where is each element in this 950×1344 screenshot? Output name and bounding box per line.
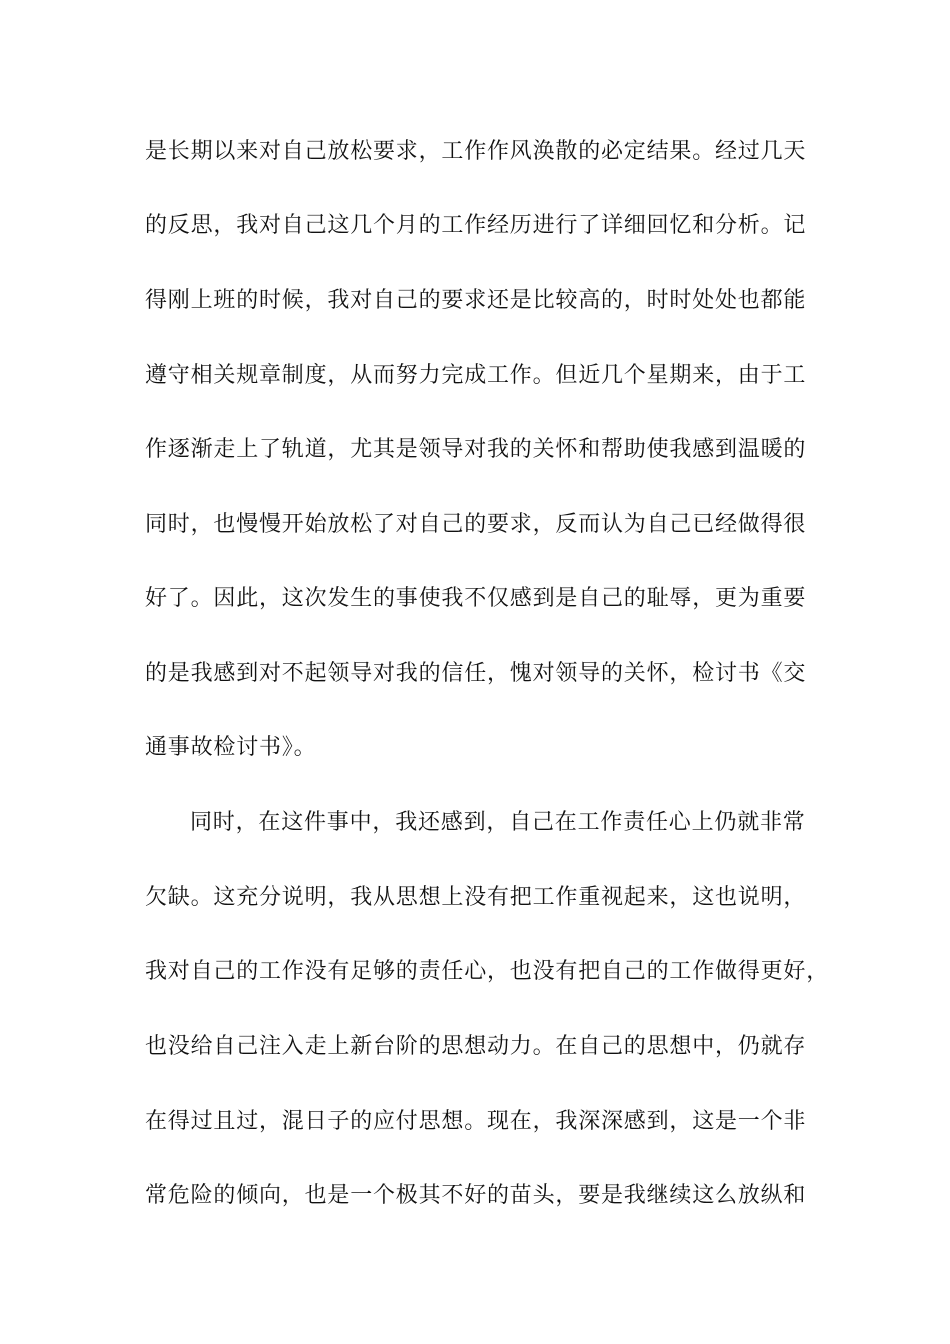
text-line: 得刚上班的时候，我对自己的要求还是比较高的，时时处处也都能 bbox=[145, 288, 807, 313]
text-line: 我对自己的工作没有足够的责任心，也没有把自己的工作做得更好， bbox=[145, 959, 830, 984]
text-line: 遵守相关规章制度，从而努力完成工作。但近几个星期来，由于工 bbox=[145, 363, 807, 388]
text-line: 的是我感到对不起领导对我的信任，愧对领导的关怀，检讨书《交 bbox=[145, 661, 807, 686]
text-line: 的反思，我对自己这几个月的工作经历进行了详细回忆和分析。记 bbox=[145, 213, 807, 238]
text-line: 也没给自己注入走上新台阶的思想动力。在自己的思想中，仍就存 bbox=[145, 1034, 807, 1059]
text-line: 好了。因此，这次发生的事使我不仅感到是自己的耻辱，更为重要 bbox=[145, 586, 807, 611]
paragraph-first-line: 同时，在这件事中，我还感到，自己在工作责任心上仍就非常 bbox=[190, 810, 806, 835]
text-line: 欠缺。这充分说明，我从思想上没有把工作重视起来，这也说明， bbox=[145, 885, 807, 910]
text-line: 是长期以来对自己放松要求，工作作风涣散的必定结果。经过几天 bbox=[145, 139, 807, 164]
text-line: 同时，也慢慢开始放松了对自己的要求，反而认为自己已经做得很 bbox=[145, 512, 807, 537]
text-line: 常危险的倾向，也是一个极其不好的苗头，要是我继续这么放纵和 bbox=[145, 1183, 807, 1208]
text-line: 通事故检讨书》。 bbox=[145, 735, 317, 760]
text-line: 作逐渐走上了轨道，尤其是领导对我的关怀和帮助使我感到温暖的 bbox=[145, 437, 807, 462]
text-line: 在得过且过，混日子的应付思想。现在，我深深感到，这是一个非 bbox=[145, 1109, 807, 1134]
